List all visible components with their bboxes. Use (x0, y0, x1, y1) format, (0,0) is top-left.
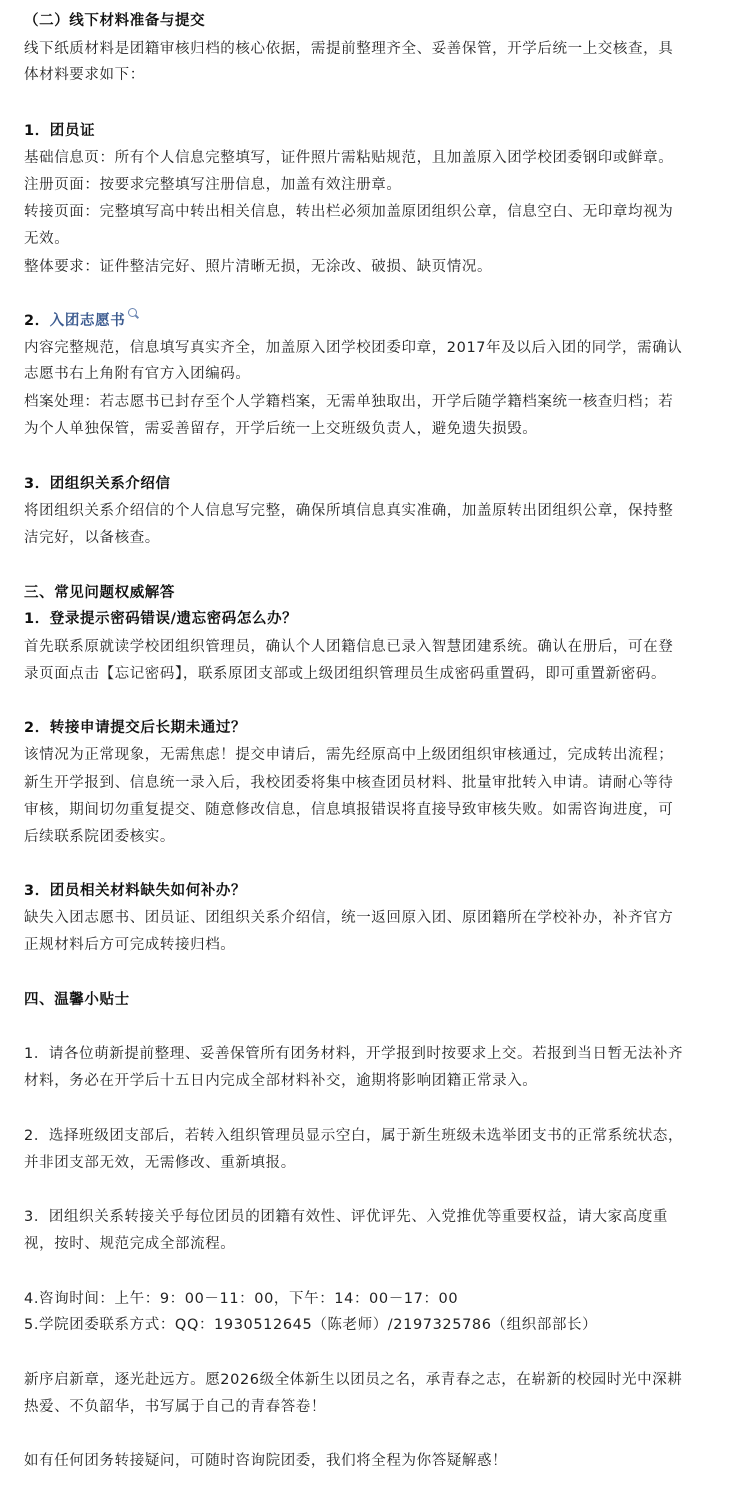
paragraph-line: 无效。 (24, 231, 70, 247)
paragraph-line: 志愿书右上角附有官方入团编码。 (24, 366, 251, 382)
closing-note: 如有任何团务转接疑问，可随时咨询院团委，我们将全程为你答疑解惑！ (24, 1453, 508, 1469)
paragraph-line: 缺失入团志愿书、团员证、团组织关系介绍信，统一返回原入团、原团籍所在学校补办，补齐官方 (24, 910, 674, 926)
item-heading-application (24, 308, 710, 334)
paragraph-line: 该情况为正常现象，无需焦虑！提交申请后，需先经原高中上级团组织审核通过，完成转出流程； (24, 747, 674, 763)
tip-line: 3．团组织关系转接关乎每位团员的团籍有效性、评优评先、入党推优等重要权益，请大家高度重 (24, 1209, 669, 1225)
closing-line: 热爱、不负韶华，书写属于自己的青春答卷！ (24, 1399, 326, 1415)
paragraph-line: 体材料要求如下： (24, 67, 145, 83)
section-title-offline: （二）线下材料准备与提交 (24, 13, 206, 29)
paragraph-line: 后续联系院团委核实。 (24, 829, 175, 845)
application-form-link[interactable]: 入团志愿书 (49, 313, 126, 329)
tip-line: 2．选择班级团支部后，若转入组织管理员显示空白，属于新生班级未选举团支书的正常系统状态， (24, 1128, 684, 1144)
item-number: 2． (24, 313, 50, 329)
item-heading-letter: 3．团组织关系介绍信 (24, 476, 171, 492)
item-heading-member-card: 1．团员证 (24, 123, 96, 139)
paragraph-line: 正规材料后方可完成转接归档。 (24, 937, 236, 953)
faq-question-missing: 3．团员相关材料缺失如何补办？ (24, 883, 247, 899)
paragraph-line: 基础信息页：所有个人信息完整填写，证件照片需粘贴规范，且加盖原入团学校团委钢印或鲜章。 (24, 150, 674, 166)
tip-line: 材料，务必在开学后十五日内完成全部材料补交，逾期将影响团籍正常录入。 (24, 1073, 538, 1089)
paragraph-line: 将团组织关系介绍信的个人信息写完整，确保所填信息真实准确，加盖原转出团组织公章，保持整 (24, 503, 674, 519)
paragraph-line: 档案处理：若志愿书已封存至个人学籍档案，无需单独取出，开学后随学籍档案统一核查归档；若 (24, 394, 674, 410)
tip-line: 视，按时、规范完成全部流程。 (24, 1236, 236, 1252)
consult-hours: 4.咨询时间：上午：9：00－11：00，下午：14：00－17：00 (24, 1291, 459, 1307)
paragraph-line: 洁完好，以备核查。 (24, 530, 160, 546)
paragraph-line: 线下纸质材料是团籍审核归档的核心依据，需提前整理齐全、妥善保管，开学后统一上交核查，具 (24, 41, 674, 57)
paragraph-line: 转接页面：完整填写高中转出相关信息，转出栏必须加盖原团组织公章，信息空白、无印章均视为 (24, 204, 674, 220)
paragraph-line: 新生开学报到、信息统一录入后，我校团委将集中核查团员材料、批量审批转入申请。请耐心等待 (24, 775, 674, 791)
faq-question-pending: 2．转接申请提交后长期未通过？ (24, 720, 247, 736)
paragraph-line: 为个人单独保管，需妥善留存，开学后统一上交班级负责人，避免遗失损毁。 (24, 421, 538, 437)
tip-line: 并非团支部无效，无需修改、重新填报。 (24, 1155, 296, 1171)
faq-question-password: 1．登录提示密码错误/遗忘密码怎么办？ (24, 611, 298, 627)
paragraph-line: 审核，期间切勿重复提交、随意修改信息，信息填报错误将直接导致审核失败。如需咨询进度，可 (24, 802, 674, 818)
search-icon[interactable] (128, 308, 137, 317)
section-title-tips: 四、温馨小贴士 (24, 992, 130, 1008)
tip-line: 1．请各位萌新提前整理、妥善保管所有团务材料，开学报到时按要求上交。若报到当日暂无法补齐 (24, 1046, 684, 1062)
paragraph-line: 注册页面：按要求完整填写注册信息，加盖有效注册章。 (24, 177, 402, 193)
paragraph-line: 内容完整规范，信息填写真实齐全，加盖原入团学校团委印章，2017年及以后入团的同学，需确认 (24, 340, 683, 356)
section-title-faq: 三、常见问题权威解答 (24, 585, 175, 601)
closing-line: 新序启新章，逐光赴远方。愿2026级全体新生以团员之名，承青春之志，在崭新的校园时光中深耕 (24, 1372, 683, 1388)
paragraph-line: 整体要求：证件整洁完好、照片清晰无损，无涂改、破损、缺页情况。 (24, 259, 493, 275)
contact-info: 5.学院团委联系方式：QQ：1930512645（陈老师）/2197325786（组织部部长） (24, 1317, 598, 1333)
paragraph-line: 首先联系原就读学校团组织管理员，确认个人团籍信息已录入智慧团建系统。确认在册后，可在登 (24, 639, 674, 655)
paragraph-line: 录页面点击【忘记密码】，联系原团支部或上级团组织管理员生成密码重置码，即可重置新密码。 (24, 666, 667, 682)
